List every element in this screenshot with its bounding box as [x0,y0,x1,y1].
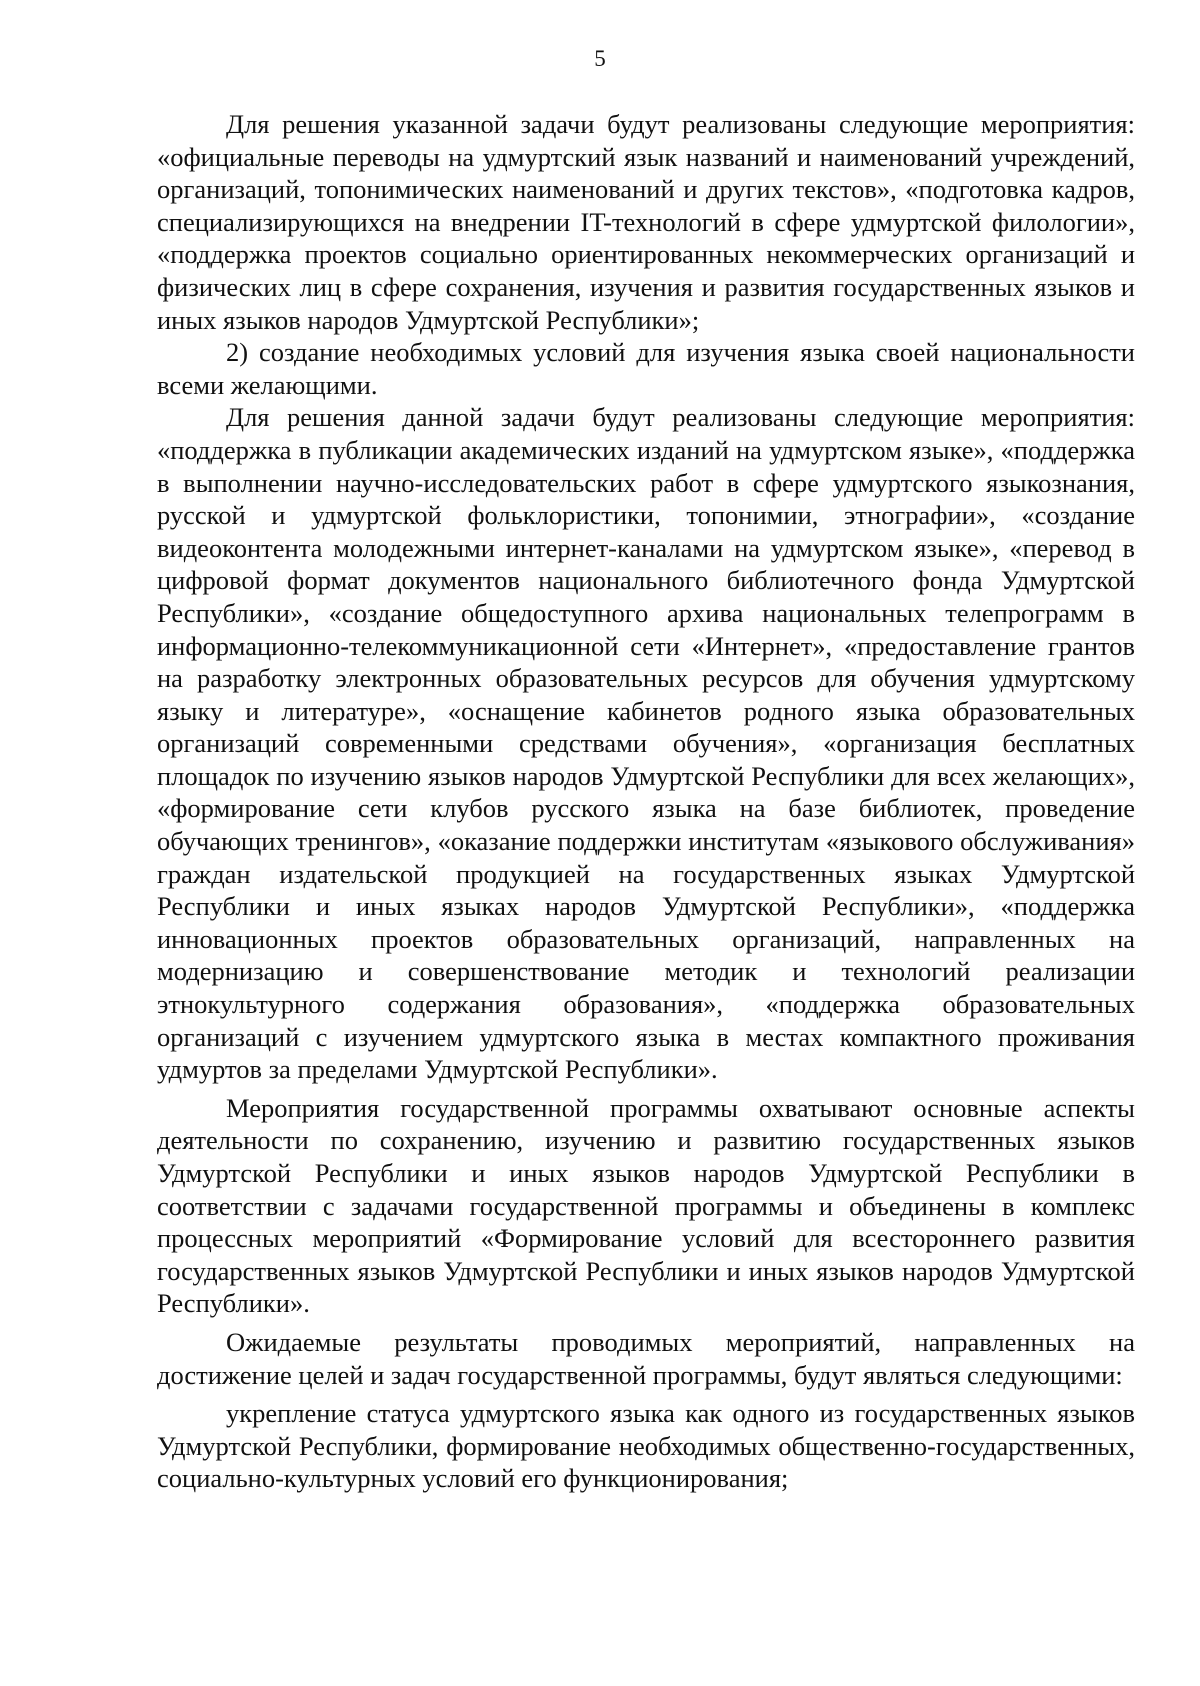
document-body [157,108,1135,1495]
paragraph-task-measures-list: Для решения данной задачи будут реализованы следующие мероприятия: «поддержка в публикации академических изданий на удмуртском языке», «поддержка в выполнении научно-исследовательских работ в сфере удмуртского языкознания, русской и удмуртской фольклористики, топонимии, этнографии», «создание видеоконтента молодежными интернет-каналами на удмуртском языке», «перевод в цифровой формат документов национального библиотечного фонда Удмуртской Республики», «создание общедоступного архива национальных телепрограмм в информационно-телекоммуникационной сети «Интернет», «предоставление грантов на разработку электронных образовательных ресурсов для обучения удмуртскому языку и литературе», «оснащение кабинетов родного языка образовательных организаций современными средствами обучения», «организация бесплатных площадок по изучению языков народов Удмуртской Республики для всех желающих», «формирование сети клубов русского языка на базе библиотек, проведение обучающих тренингов», «оказание поддержки институтам «языкового обслуживания» граждан издательской продукцией на государственных языках Удмуртской Республики и иных языках народов Удмуртской Республики», «поддержка инновационных проектов образовательных организаций, направленных на модернизацию и совершенствование методик и технологий реализации этнокультурного содержания образования», «поддержка образовательных организаций с изучением удмуртского языка в местах компактного проживания удмуртов за пределами Удмуртской Республики». [157,402,1135,1085]
paragraph-item-2: 2) создание необходимых условий для изучения языка своей национальности всеми желающими. [157,337,1135,400]
paragraph-expected-results: Ожидаемые результаты проводимых мероприятий, направленных на достижение целей и задач государственной программы, будут являться следующими: [157,1326,1135,1390]
paragraph-program-measures: Мероприятия государственной программы охватывают основные аспекты деятельности по сохранению, изучению и развитию государственных языков Удмуртской Республики и иных языков народов Удмуртской Республики в соответствии с задачами государственной программы и объединены в комплекс процессных мероприятий «Формирование условий для всестороннего развития государственных языков Удмуртской Республики и иных языков народов Удмуртской Республики». [157,1092,1135,1319]
paragraph-result-strengthening-status: укрепление статуса удмуртского языка как одного из государственных языков Удмуртской Республики, формирование необходимых общественно-государственных, социально-культурных условий его функционирования; [157,1398,1135,1494]
paragraph-tasks-measures: Для решения указанной задачи будут реализованы следующие мероприятия: «официальные переводы на удмуртский язык названий и наименований учреждений, организаций, топонимических наименований и других текстов», «подготовка кадров, специализирующихся на внедрении IT-технологий в сфере удмуртской филологии», «поддержка проектов социально ориентированных некоммерческих организаций и физических лиц в сфере сохранения, изучения и развития государственных языков и иных языков народов Удмуртской Республики»; [157,109,1135,335]
page-number: 5 [594,46,606,71]
